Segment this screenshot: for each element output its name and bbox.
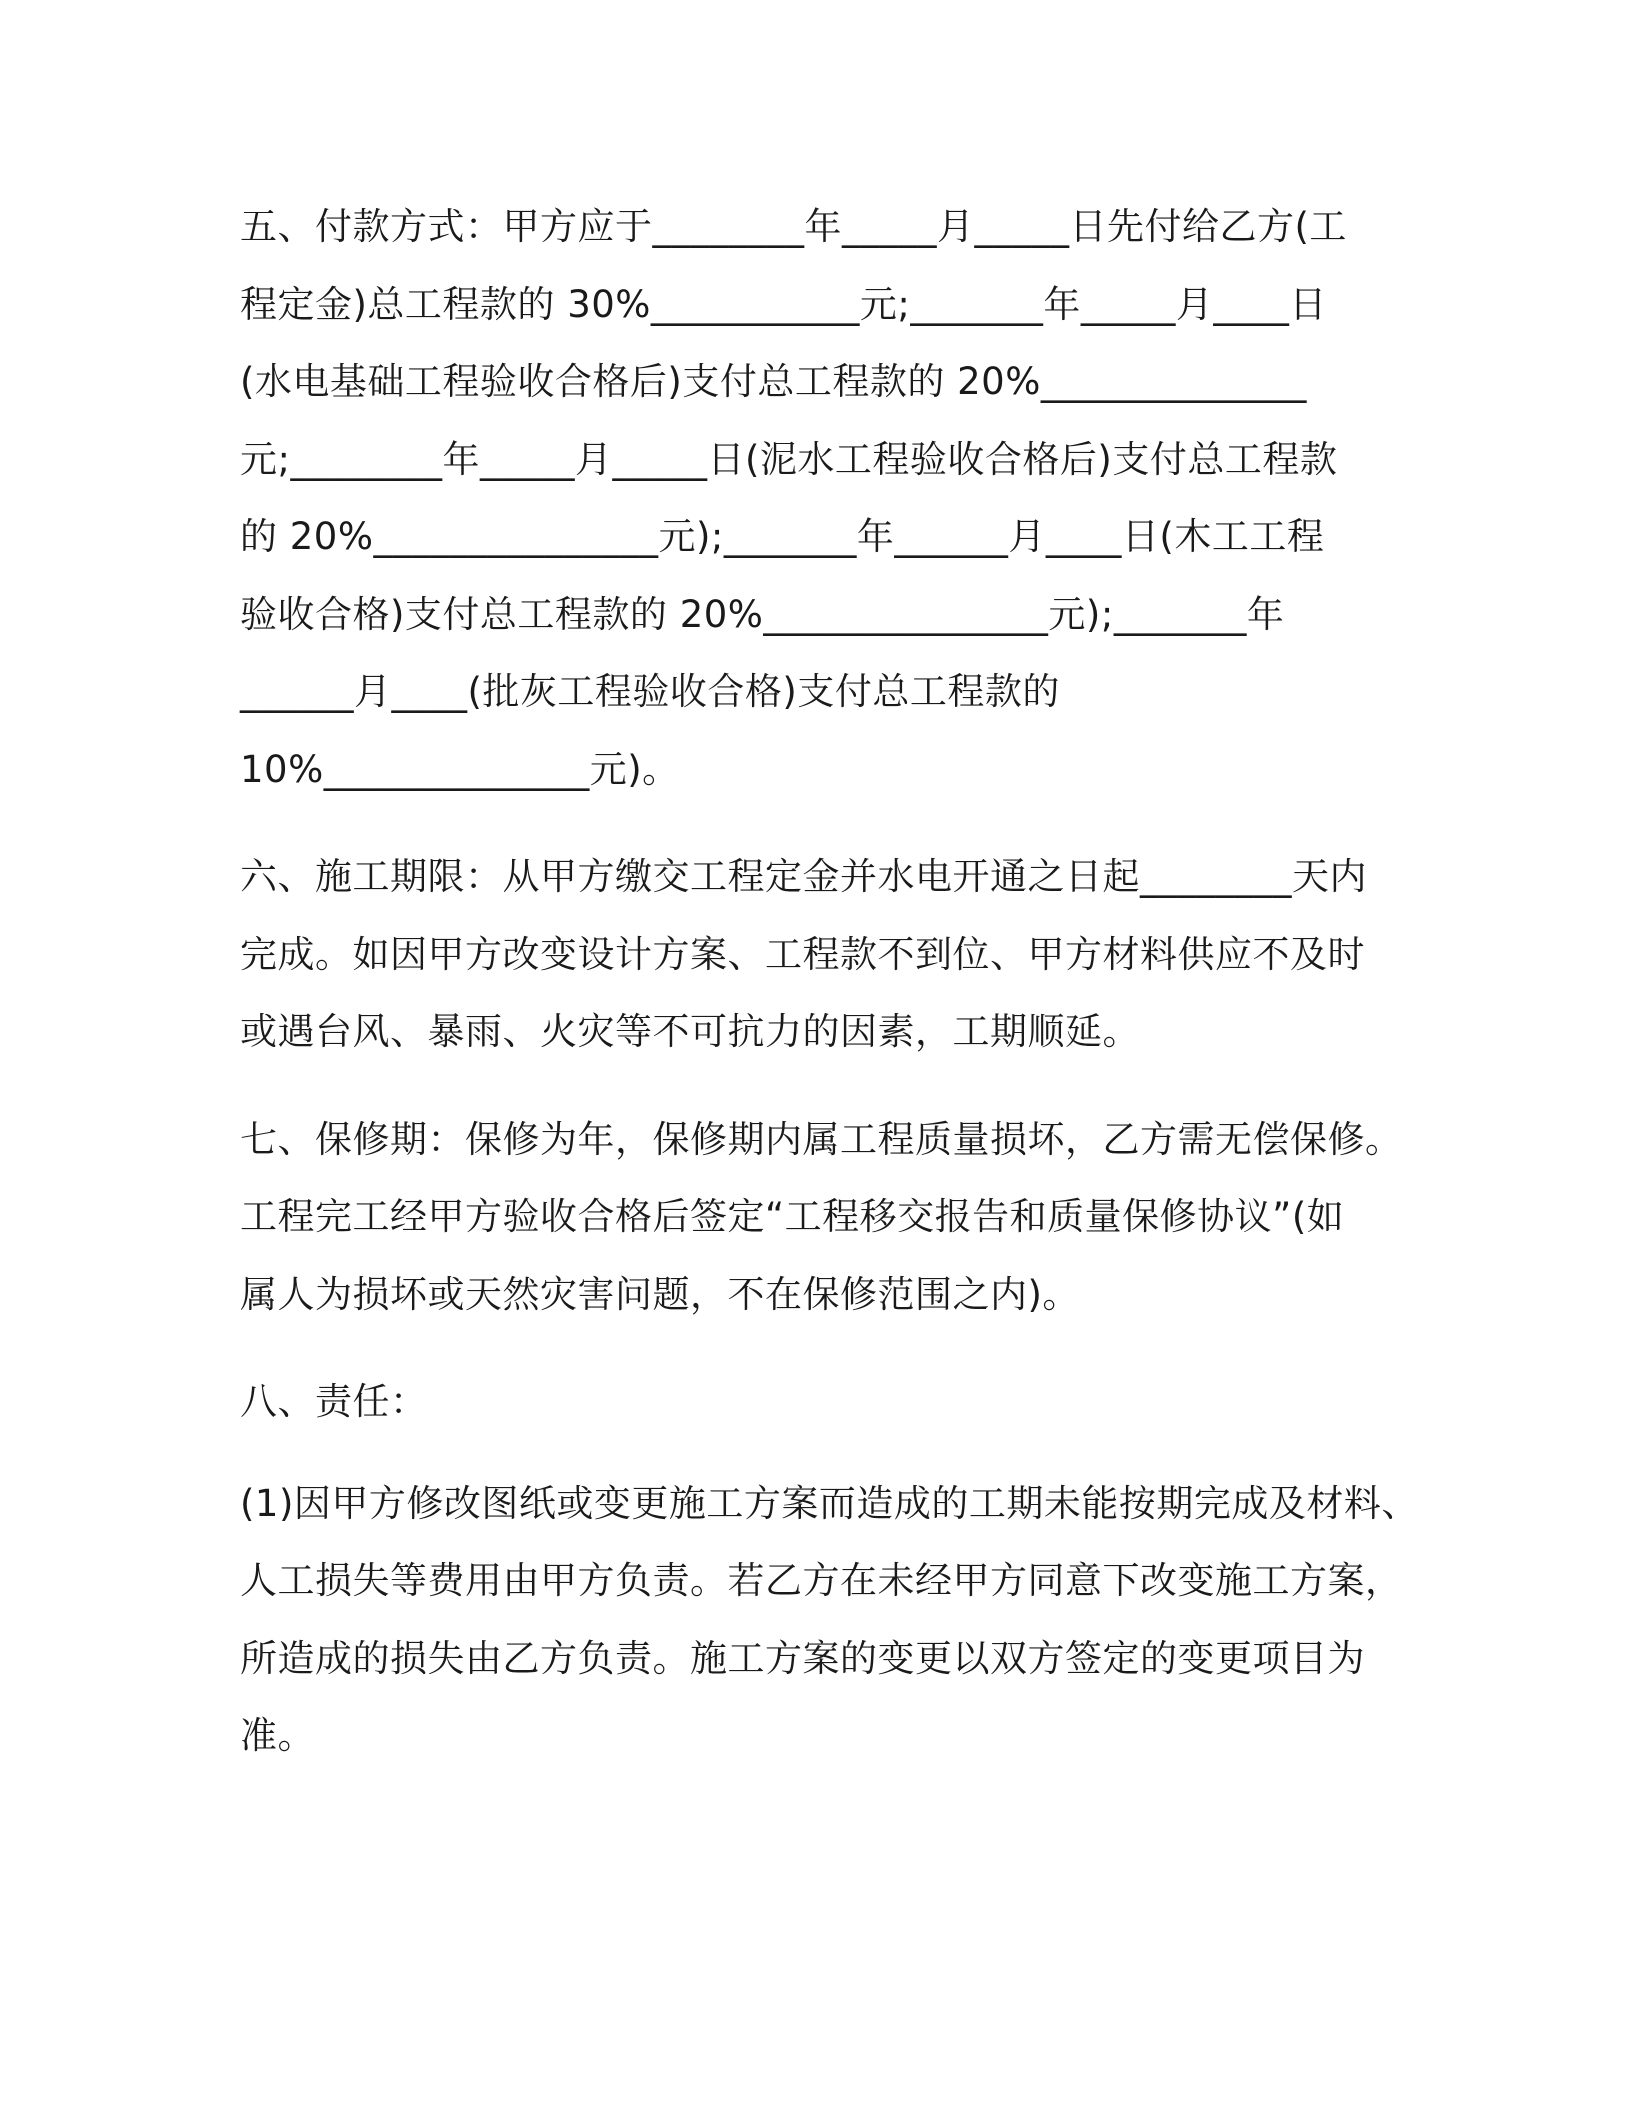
period-line: 或遇台风、暴雨、火灾等不可抗力的因素，工期顺延。 xyxy=(240,1010,1140,1053)
responsibility-item-line: (1)因甲方修改图纸或变更施工方案而造成的工期未能按期完成及材料、 xyxy=(240,1481,1419,1525)
warranty-line: 属人为损坏或天然灾害问题，不在保修范围之内)。 xyxy=(240,1272,1080,1316)
payment-line: 程定金)总工程款的 30%___________元;_______年_____月____日 xyxy=(240,282,1327,326)
payment-line: 五、付款方式：甲方应于________年_____月_____日先付给乙方(工 xyxy=(240,205,1347,248)
responsibility-item-line: 所造成的损失由乙方负责。施工方案的变更以双方签定的变更项目为 xyxy=(240,1636,1365,1680)
responsibility-clause xyxy=(240,1363,1419,1775)
responsibility-heading: 八、责任： xyxy=(240,1380,428,1423)
payment-clause xyxy=(240,188,1400,808)
period-line: 六、施工期限：从甲方缴交工程定金并水电开通之日起________天内 xyxy=(240,855,1367,898)
payment-line: 元;________年_____月_____日(泥水工程验收合格后)支付总工程款 xyxy=(240,437,1338,481)
warranty-line: 七、保修期：保修为年，保修期内属工程质量损坏，乙方需无偿保修。 xyxy=(240,1117,1403,1161)
payment-line: 10%______________元)。 xyxy=(240,747,680,791)
paragraph-gap xyxy=(240,1071,1400,1101)
payment-line: ______月____(批灰工程验收合格)支付总工程款的 xyxy=(240,670,1060,713)
payment-line: 验收合格)支付总工程款的 20%_______________元);_______年 xyxy=(240,592,1285,636)
responsibility-item-line: 准。 xyxy=(240,1714,315,1757)
period-line: 完成。如因甲方改变设计方案、工程款不到位、甲方材料供应不及时 xyxy=(240,932,1365,976)
paragraph-gap xyxy=(240,1441,1400,1465)
responsibility-item-line: 人工损失等费用由甲方负责。若乙方在未经甲方同意下改变施工方案， xyxy=(240,1559,1403,1602)
paragraph-gap xyxy=(240,1333,1400,1363)
payment-line: 的 20%_______________元);_______年______月____日(木工工程 xyxy=(240,515,1325,558)
payment-line: (水电基础工程验收合格后)支付总工程款的 20%______________ xyxy=(240,360,1307,403)
warranty-line: 工程完工经甲方验收合格后签定“工程移交报告和质量保修协议”(如 xyxy=(240,1195,1345,1238)
paragraph-gap xyxy=(240,808,1400,838)
document-body xyxy=(240,188,1419,1775)
construction-period-clause xyxy=(240,838,1400,1071)
warranty-clause xyxy=(240,1101,1403,1334)
